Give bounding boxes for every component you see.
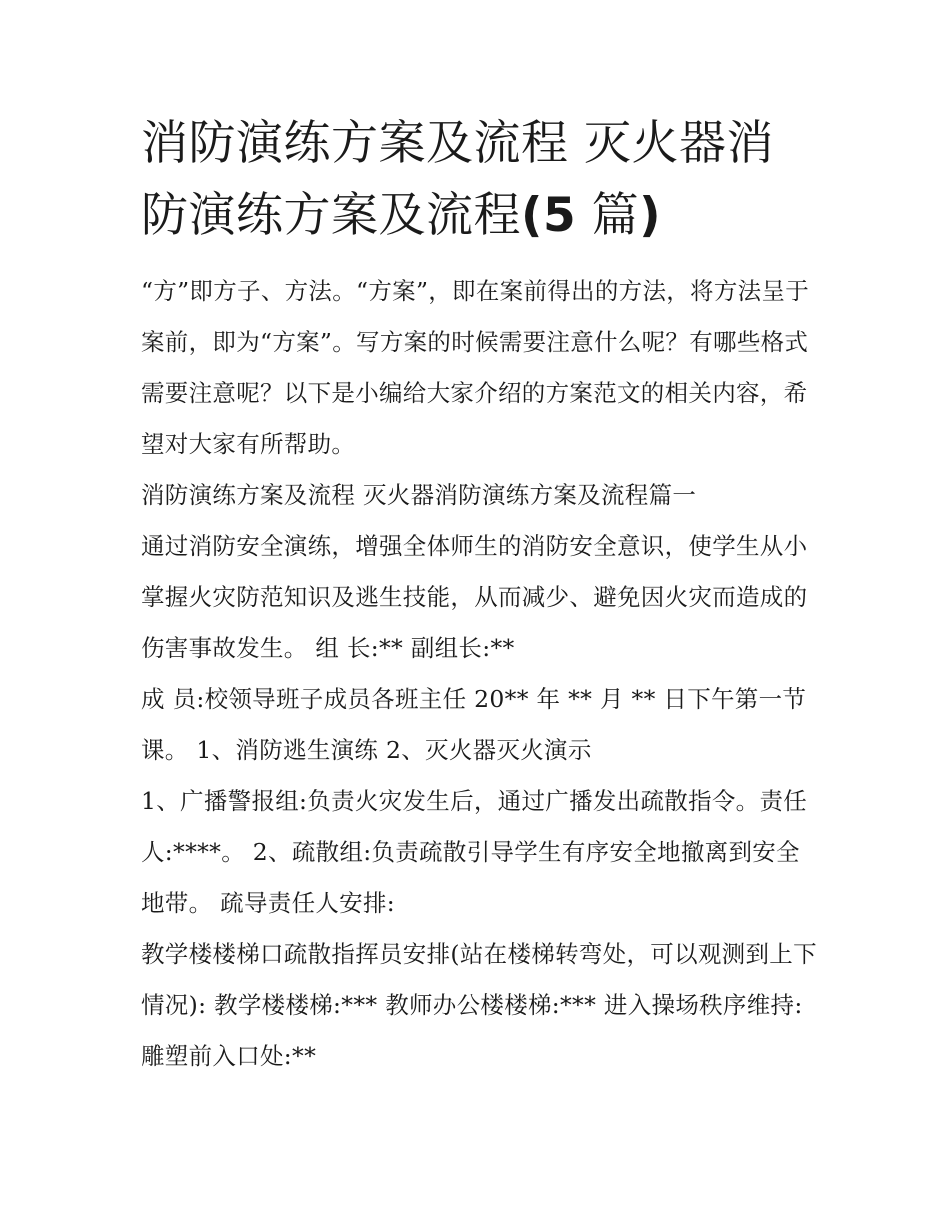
staff-arrangement-paragraph: 教学楼楼梯口疏散指挥员安排(站在楼梯转弯处，可以观测到上下情况): 教学楼楼梯:*** 教师办公楼楼梯:*** 进入操场秩序维持: 雕塑前入口处:** — [141, 940, 817, 1070]
section-heading: 消防演练方案及流程 灭火器消防演练方案及流程篇一 — [141, 481, 697, 509]
title-line-2-suffix: 篇 — [591, 188, 640, 243]
members-paragraph: 成 员:校领导班子成员各班主任 20** 年 ** 月 ** 日下午第一节课。 1、消防逃生演练 2、灭火器灭火演示 — [141, 685, 807, 764]
title-line-2-close: ) — [639, 188, 662, 243]
document-title — [141, 108, 820, 252]
title-line-1: 消防演练方案及流程 灭火器消 — [141, 116, 774, 171]
intro-paragraph: “方”即方子、方法。“方案”，即在案前得出的方法，将方法呈于案前，即为“方案”。写方案的时候需要注意什么呢？有哪些格式需要注意呢？以下是小编给大家介绍的方案范文的相关内容，希望对大家有所帮助。 — [141, 277, 810, 458]
title-line-2-count: (5 — [521, 188, 577, 243]
groups-paragraph: 1、广播警报组:负责火灾发生后，通过广播发出疏散指令。责任人:****。 2、疏散组:负责疏散引导学生有序安全地撤离到安全地带。 疏导责任人安排: — [141, 787, 808, 917]
title-line-2-prefix: 防演练方案及流程 — [141, 188, 521, 243]
purpose-paragraph: 通过消防安全演练，增强全体师生的消防安全意识，使学生从小掌握火灾防范知识及逃生技能，从而减少、避免因火灾而造成的伤害事故发生。 组 长:** 副组长:** — [141, 532, 808, 662]
